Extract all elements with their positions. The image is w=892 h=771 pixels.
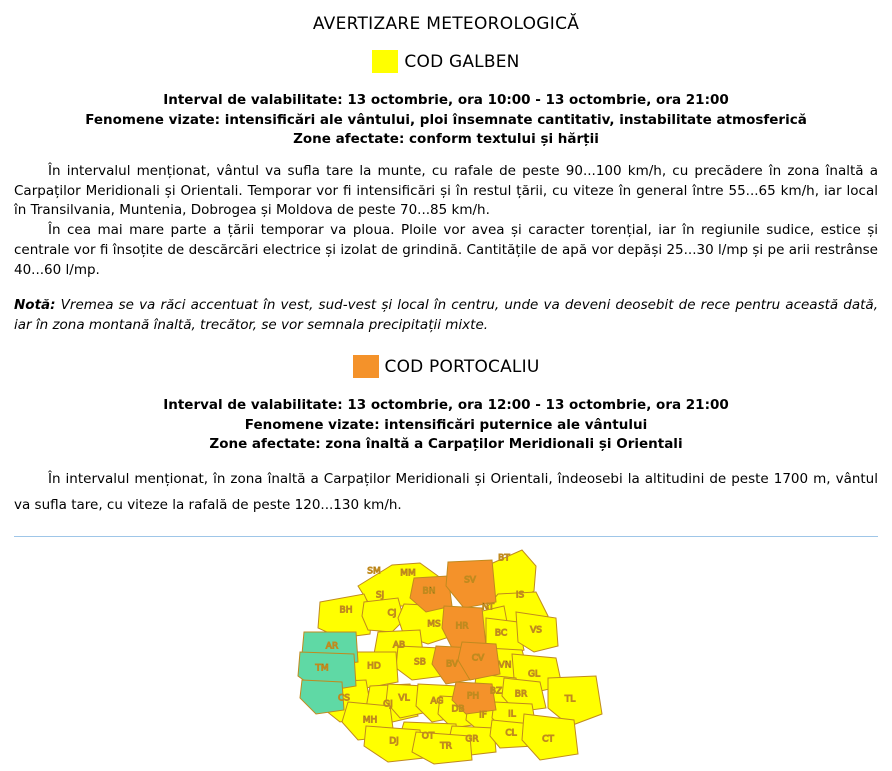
county-label: TR — [440, 741, 452, 752]
yellow-code-swatch — [372, 50, 398, 73]
orange-code-label: COD PORTOCALIU — [384, 356, 540, 377]
county-label: MH — [362, 715, 378, 726]
yellow-code-label: COD GALBEN — [404, 51, 520, 72]
county-label: SJ — [375, 590, 385, 601]
note-text: Vremea se va răci accentuat în vest, sud-vest și local în centru, unde va deveni deosebit de rece pentru această dată, iar în zona montană înaltă, trecător, se vor semnala precipitații mixte. — [14, 296, 878, 333]
county-label: MS — [427, 619, 441, 630]
county-label: CV — [471, 653, 485, 664]
county-label: AB — [392, 640, 406, 651]
orange-code-header — [14, 355, 878, 378]
yellow-phenomena: Fenomene vizate: intensificări ale vântului, ploi însemnate cantitativ, instabilitate atmosferică — [85, 111, 807, 128]
note-label: Notă: — [14, 296, 56, 313]
county-label: HD — [367, 661, 381, 672]
county-label: GL — [528, 669, 540, 680]
orange-code-meta — [14, 396, 878, 455]
county-label: PH — [466, 691, 480, 702]
yellow-interval: Interval de valabilitate: 13 octombrie, ora 10:00 - 13 octombrie, ora 21:00 — [163, 92, 729, 108]
county-label: VL — [398, 693, 410, 704]
county-shape — [446, 560, 496, 608]
paragraph: În intervalul menționat, în zona înaltă a Carpaților Meridionali și Orientali, îndeosebi la altitudini de peste 1700 m, vântul va sufla tare, cu viteze la rafală de peste 120...130 km/h. — [14, 470, 878, 513]
page-title: AVERTIZARE METEOROLOGICĂ — [312, 14, 580, 34]
map-svg — [0, 541, 892, 771]
county-label: AG — [430, 696, 444, 707]
county-label: BH — [339, 605, 353, 616]
county-label: BT — [498, 553, 510, 564]
note-block — [14, 295, 878, 336]
paragraph: În intervalul menționat, vântul va sufla tare la munte, cu rafale de peste 90...100 km/h, cu precădere în zona înaltă a Carpaților Meridionali și Orientali. Temporar vor fi intensificări și în restul țării, cu viteze în general între 55...65 km/h, iar local în Transilvania, Muntenia, Dobrogea și Moldova de peste 70...85 km/h. — [14, 162, 878, 219]
county-label: CJ — [387, 608, 397, 619]
orange-code-swatch — [353, 355, 379, 378]
yellow-zones: Zone afectate: conform textului și hărții — [293, 131, 599, 148]
county-label: OT — [421, 731, 435, 742]
county-label: NT — [481, 602, 495, 613]
county-label: BN — [422, 586, 436, 597]
county-label: AR — [325, 641, 339, 652]
yellow-code-text — [14, 162, 878, 281]
orange-interval: Interval de valabilitate: 13 octombrie, ora 12:00 - 13 octombrie, ora 21:00 — [163, 397, 729, 414]
yellow-code-meta — [14, 91, 878, 150]
county-shape — [362, 598, 404, 632]
county-label: BR — [514, 689, 528, 700]
county-label: IF — [479, 710, 487, 721]
county-label: DJ — [389, 736, 399, 747]
romania-warning-map — [0, 541, 892, 771]
county-label: DB — [451, 704, 465, 715]
county-label: MM — [400, 568, 416, 579]
county-shape — [300, 680, 344, 714]
orange-phenomena: Fenomene vizate: intensificări puternice ale vântului — [244, 416, 648, 433]
county-label: CL — [505, 728, 517, 739]
county-label: IL — [508, 709, 516, 720]
county-label: SB — [414, 657, 426, 668]
county-shape — [412, 732, 472, 764]
yellow-code-header — [14, 50, 878, 73]
county-label: SM — [367, 566, 381, 577]
county-label: IS — [515, 590, 525, 601]
county-label: VN — [498, 660, 512, 671]
county-label: GJ — [383, 699, 393, 710]
paragraph: În cea mai mare parte a țării temporar va ploua. Ploile vor avea și caracter torențial, iar în regiunile sudice, estice și centrale vor fi însoțite de descărcări electrice și izolat de grindină. Cantitățile de apă vor depăși 25...30 l/mp și pe arii restrânse 40...60 l/mp. — [14, 222, 878, 278]
county-label: GR — [465, 734, 479, 745]
county-label: BZ — [489, 686, 503, 697]
county-label: BC — [494, 628, 508, 639]
county-label: BV — [445, 659, 459, 670]
county-label: HR — [455, 621, 469, 632]
county-label: CT — [542, 734, 554, 745]
orange-zones: Zone afectate: zona înaltă a Carpaților Meridionali și Orientali — [209, 436, 683, 453]
county-label: SV — [464, 575, 476, 586]
county-shape — [522, 714, 578, 760]
county-label: TM — [315, 663, 329, 674]
section-divider — [14, 536, 878, 537]
county-label: CS — [338, 693, 350, 704]
county-label: VS — [530, 625, 542, 636]
county-label: TL — [564, 694, 576, 705]
